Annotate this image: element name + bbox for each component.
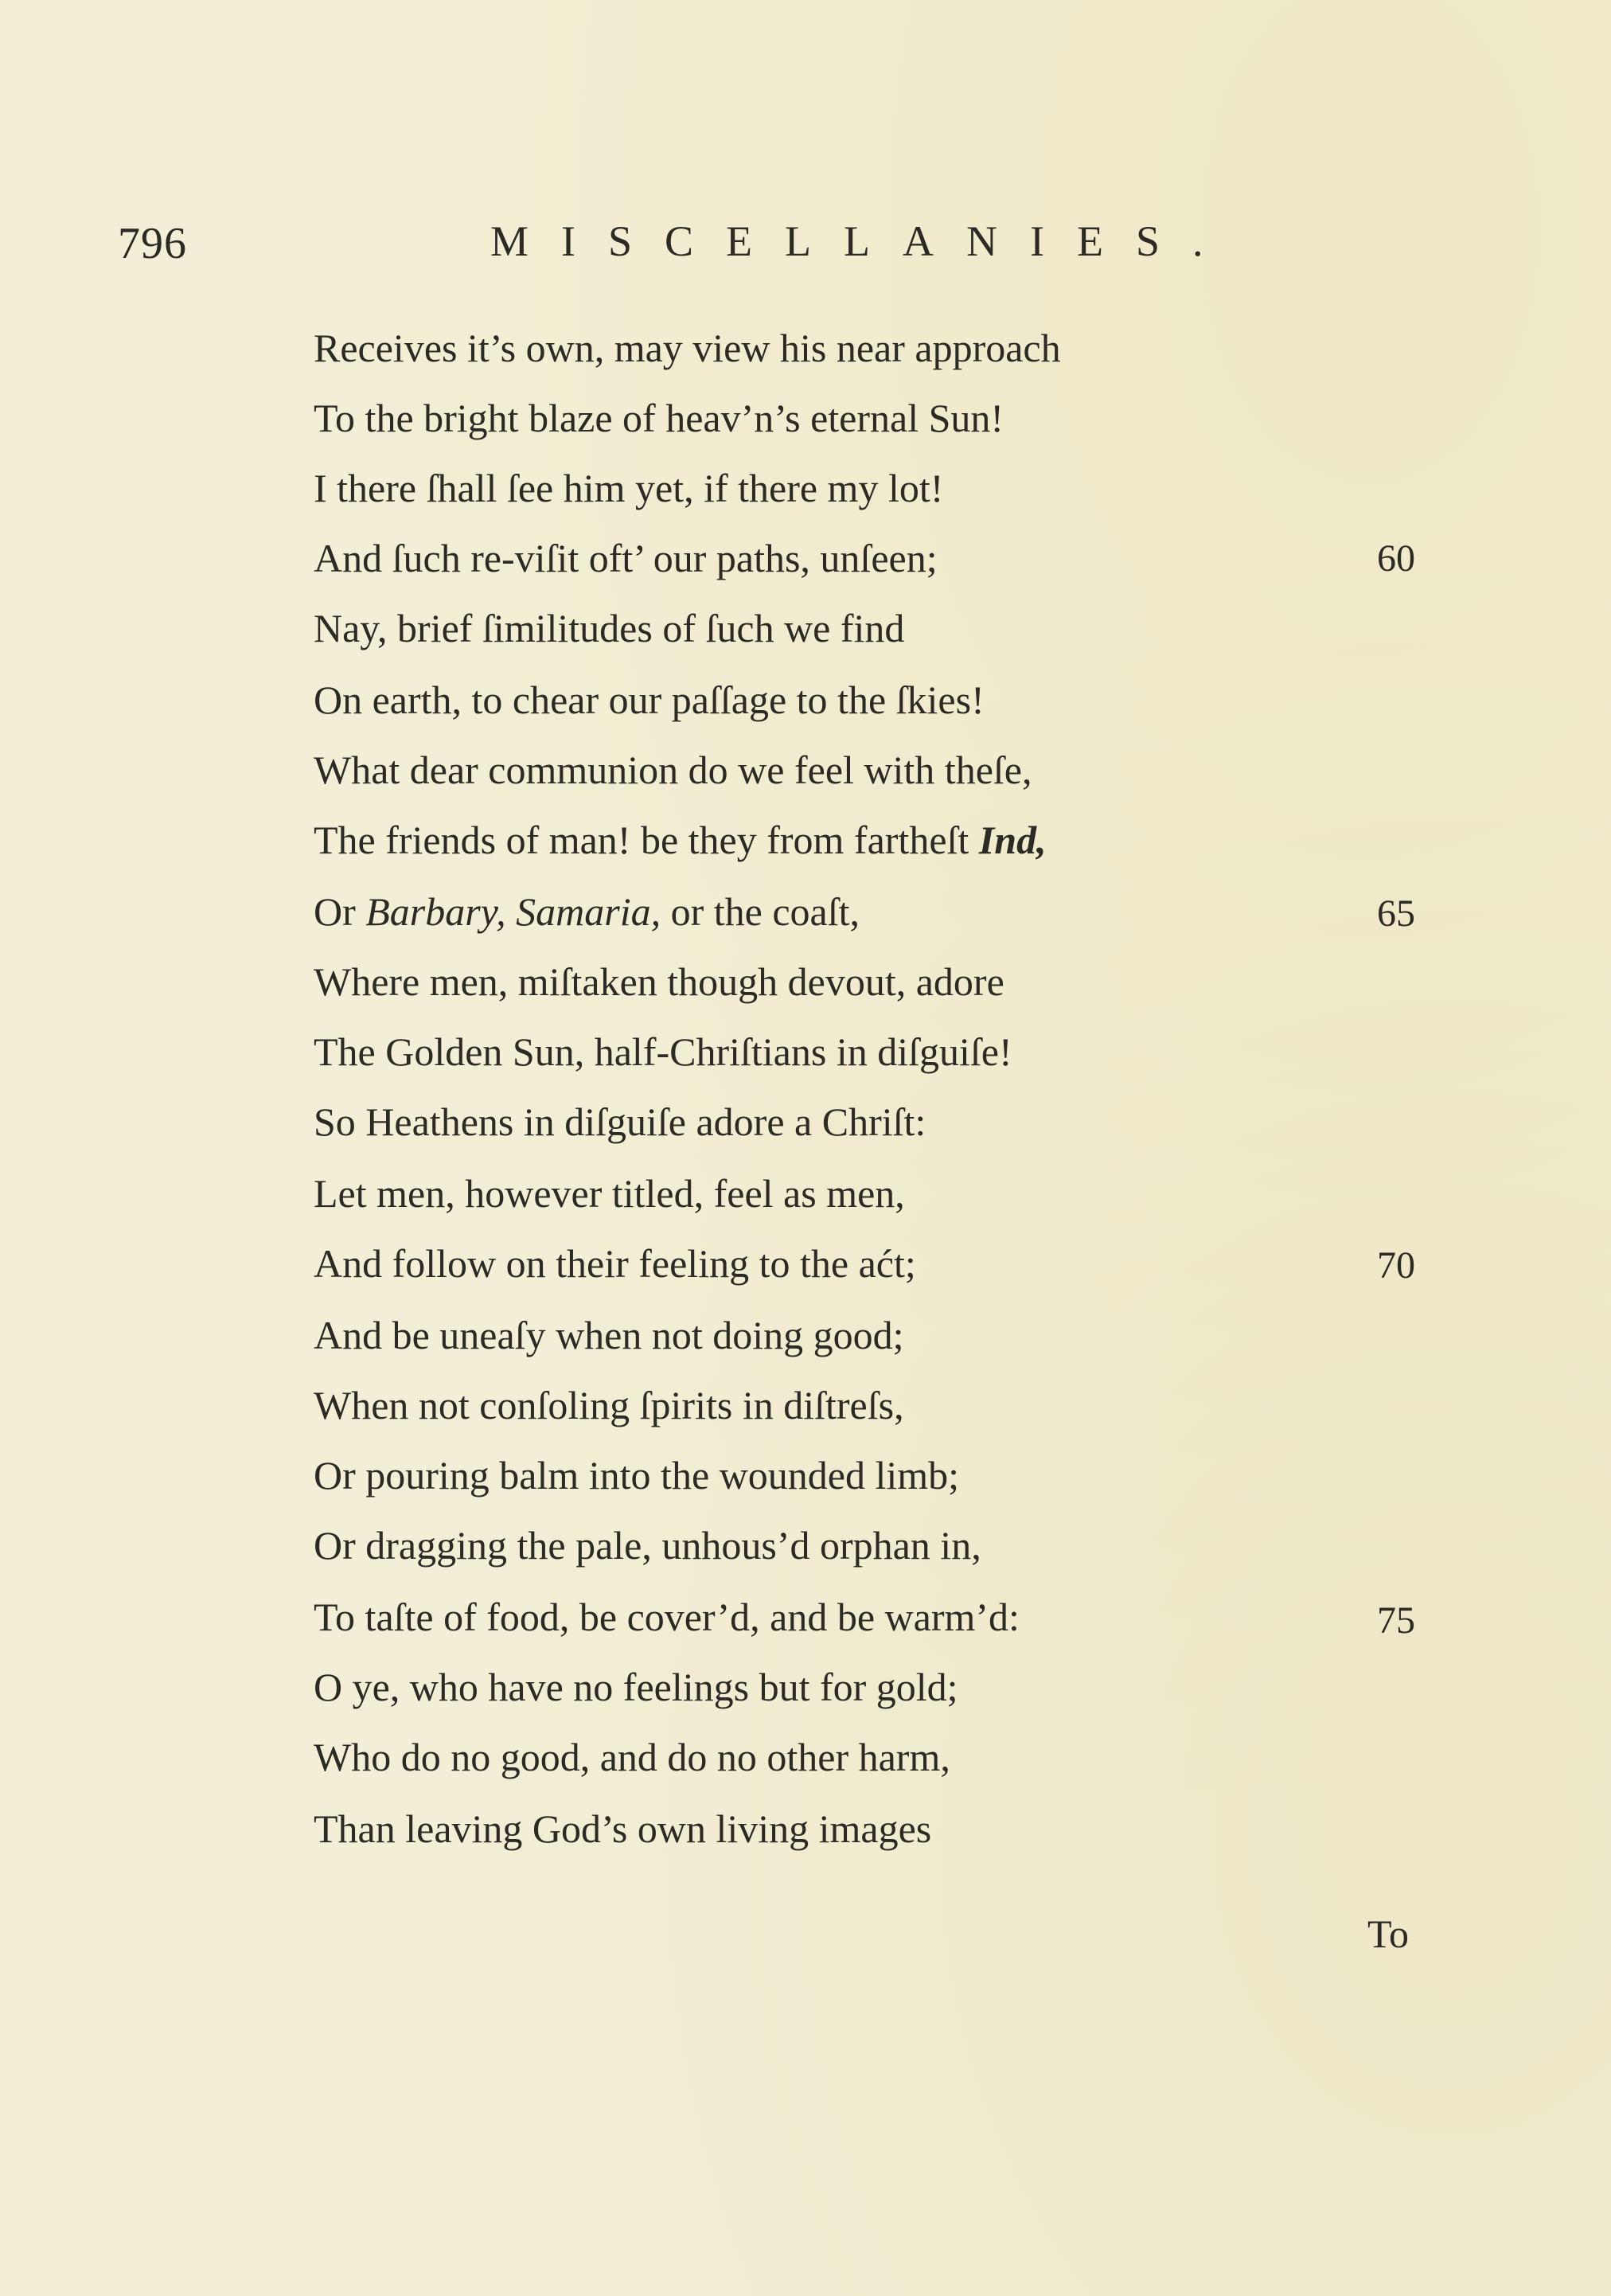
poem-line: Or pouring balm into the wounded limb; [314,1453,960,1497]
poem-line: I there ſhall ſee him yet, if there my lot! [314,466,944,510]
poem-line: To the bright blaze of heav’n’s eternal Sun! [314,396,1004,440]
line-number: 70 [1377,1244,1415,1287]
poem-line: To taſte of food, be cover’d, and be warm’d: [314,1595,1020,1639]
line-number: 75 [1377,1599,1415,1642]
running-head: MISCELLANIES. [490,217,1236,265]
poem-line: And follow on their feeling to the aćt; [314,1241,916,1286]
page-number: 796 [118,219,187,268]
poem-line: And ſuch re-viſit oft’ our paths, unſeen; [314,536,938,580]
poem-line: Where men, miſtaken though devout, adore [314,959,1004,1004]
poem-line: The Golden Sun, half-Chriſtians in diſguiſe! [314,1029,1012,1074]
poem-line: When not conſoling ſpirits in diſtreſs, [314,1383,904,1427]
poem-line: Who do no good, and do no other harm, [314,1735,950,1779]
poem-line: O ye, who have no feelings but for gold; [314,1665,958,1709]
catchword: To [1367,1911,1410,1956]
poem-italic-words: Barbary, Samaria, [365,889,661,934]
poem-line: What dear communion do we feel with theſe, [314,748,1032,792]
poem-line: Or dragging the pale, unhous’d orphan in, [314,1523,981,1568]
line-number: 60 [1377,537,1415,580]
poem-line: So Heathens in diſguiſe adore a Chriſt: [314,1099,926,1144]
poem-line: On earth, to chear our paſſage to the ſkies! [314,677,985,722]
poem-line-text: Or [314,889,366,934]
poem-line-tail: or the coaſt, [661,889,860,934]
poem-line: Than leaving God’s own living images [314,1806,932,1851]
poem-line: And be uneaſy when not doing good; [314,1313,904,1357]
poem-line: Nay, brief ſimilitudes of ſuch we find [314,606,905,650]
poem-line [314,820,1047,860]
poem-line: Let men, however titled, feel as men, [314,1171,905,1216]
poem-line [314,889,860,934]
line-number: 65 [1377,892,1415,935]
poem-line: Receives it’s own, may view his near approach [314,326,1061,370]
poem-italic-word: Ind, [978,818,1047,862]
poem-line-text: The friends of man! be they from fartheſt [314,818,979,862]
